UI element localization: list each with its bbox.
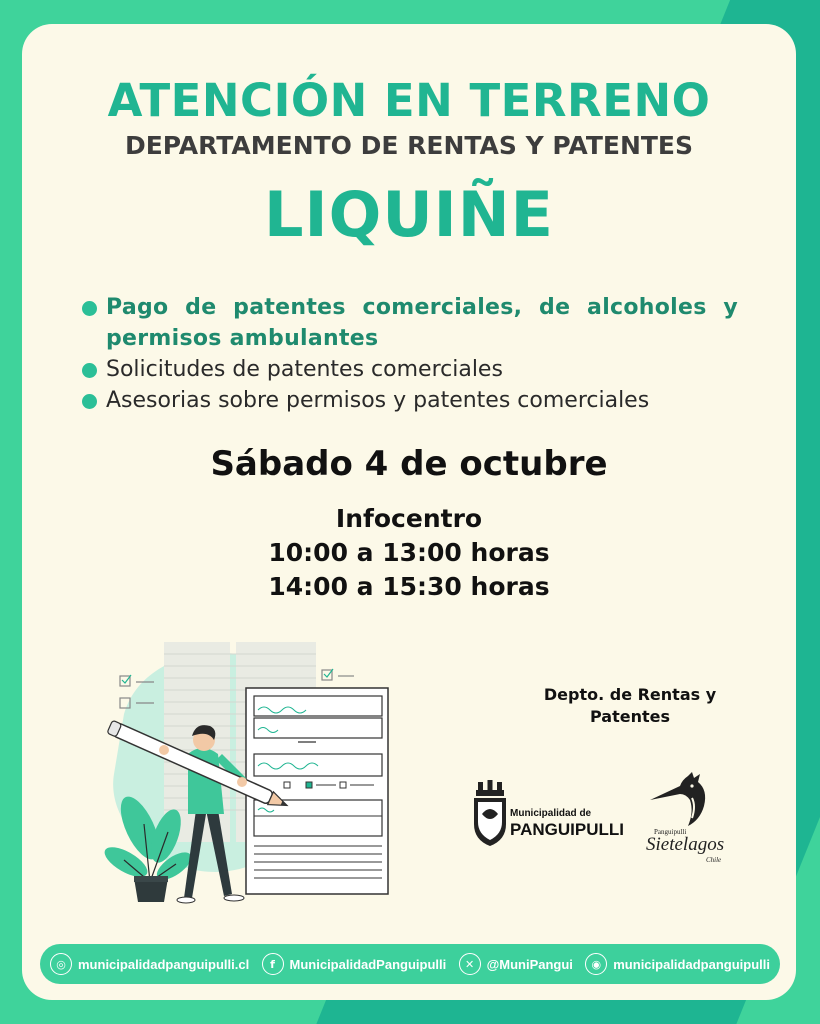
- sietelagos-logo: [642, 772, 732, 862]
- schedule-block: [22, 502, 796, 604]
- bullet-dot-icon: [82, 301, 97, 316]
- time-slot-morning: 10:00 a 13:00 horas: [268, 538, 550, 567]
- list-item: [82, 354, 738, 385]
- globe-icon: ◎: [50, 953, 72, 975]
- event-date: Sábado 4 de octubre: [210, 444, 608, 484]
- list-item: [82, 385, 738, 416]
- municipality-label: Municipalidad de: [510, 808, 592, 819]
- list-item: [82, 292, 738, 354]
- service-text: Solicitudes de patentes comerciales: [106, 357, 503, 382]
- instagram-icon: ◉: [585, 953, 607, 975]
- instagram-link[interactable]: municipalidadpanguipulli: [613, 956, 770, 972]
- sietelagos-brand: Sietelagos: [646, 834, 725, 855]
- department-line-1: Depto. de Rentas y: [543, 685, 717, 704]
- social-facebook[interactable]: [262, 953, 447, 975]
- facebook-link[interactable]: MunicipalidadPanguipulli: [289, 956, 447, 972]
- bullet-dot-icon: [82, 394, 97, 409]
- municipality-shield-icon: [472, 780, 508, 848]
- department-line-2: Patentes: [589, 707, 670, 726]
- x-twitter-icon: ✕: [459, 953, 481, 975]
- municipality-logo: [472, 780, 622, 850]
- social-footer: [40, 944, 780, 984]
- services-list: [82, 292, 738, 416]
- facebook-icon: f: [262, 953, 284, 975]
- website-link[interactable]: municipalidadpanguipulli.cl: [78, 956, 250, 972]
- department-label: [500, 684, 760, 728]
- kingfisher-bird-icon: [648, 772, 728, 832]
- social-instagram[interactable]: [585, 953, 770, 975]
- department-subtitle: DEPARTAMENTO DE RENTAS Y PATENTES: [124, 131, 694, 160]
- person-with-pencil-illustration: [84, 614, 404, 904]
- twitter-link[interactable]: @MuniPangui: [486, 956, 573, 972]
- sietelagos-small-label: Panguipulli: [654, 828, 687, 836]
- page-title: ATENCIÓN EN TERRENO: [107, 74, 711, 127]
- location-title: LIQUIÑE: [264, 178, 554, 251]
- event-location: Infocentro: [335, 504, 483, 533]
- municipality-city: PANGUIPULLI: [510, 820, 624, 839]
- service-text: Asesorias sobre permisos y patentes comerciales: [106, 388, 650, 413]
- bullet-dot-icon: [82, 363, 97, 378]
- content-card: [22, 24, 796, 1000]
- social-twitter[interactable]: [459, 953, 573, 975]
- service-text: Pago de patentes comerciales, de alcoholes y permisos ambulantes: [106, 295, 738, 351]
- sietelagos-country: Chile: [706, 856, 722, 864]
- time-slot-afternoon: 14:00 a 15:30 horas: [268, 572, 550, 601]
- municipality-name: [510, 808, 624, 840]
- social-website[interactable]: [50, 953, 249, 975]
